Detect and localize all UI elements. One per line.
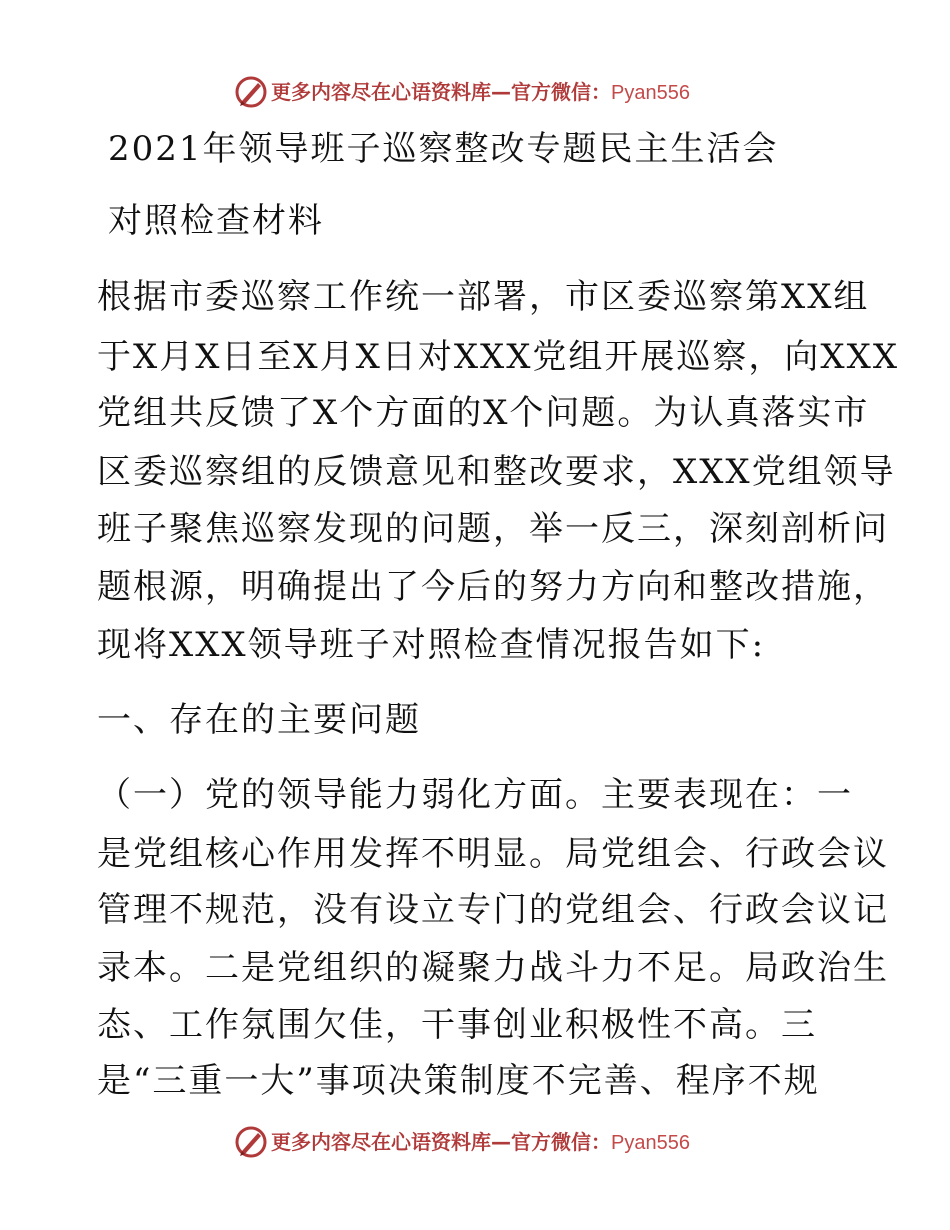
banner-text [271, 1128, 690, 1157]
paragraph-line: 录本。二是党组织的凝聚力战斗力不足。局政治生 [97, 948, 889, 988]
document-title-line-2: 对照检查材料 [108, 201, 324, 241]
paragraph-line: 是“三重一大”事项决策制度不完善、程序不规 [97, 1061, 820, 1101]
banner-text [271, 78, 690, 107]
banner-wechat-label: 官方微信： [511, 1130, 611, 1154]
footer-banner [0, 1122, 950, 1162]
banner-wechat-id: Pyan556 [611, 1132, 690, 1154]
paragraph-line: 现将XXX领导班子对照检查情况报告如下: [97, 625, 766, 665]
paragraph-line: 管理不规范，没有设立专门的党组会、行政会议记 [97, 890, 889, 930]
paragraph-line: 班子聚焦巡察发现的问题，举一反三，深刻剖析问 [97, 509, 889, 549]
banner-slogan: 更多内容尽在心语资料库 [271, 1130, 491, 1154]
banner-separator: — [491, 1130, 511, 1154]
paragraph-line: （一）党的领导能力弱化方面。主要表现在：一 [97, 775, 853, 815]
banner-separator: — [491, 80, 511, 104]
document-title-line-1: 2021年领导班子巡察整改专题民主生活会 [108, 129, 779, 169]
paragraph-line: 党组共反馈了X个方面的X个问题。为认真落实市 [97, 393, 870, 433]
pen-logo-icon [233, 1124, 269, 1160]
banner-slogan: 更多内容尽在心语资料库 [271, 80, 491, 104]
banner-wechat-id: Pyan556 [611, 82, 690, 104]
pen-logo-icon [233, 74, 269, 110]
paragraph-line: 于X月X日至X月X日对XXX党组开展巡察，向XXX [97, 337, 900, 377]
banner-wechat-label: 官方微信： [511, 80, 611, 104]
paragraph-line: 是党组核心作用发挥不明显。局党组会、行政会议 [97, 834, 889, 874]
section-heading: 一、存在的主要问题 [97, 700, 421, 740]
paragraph-line: 题根源，明确提出了今后的努力方向和整改措施， [97, 567, 889, 607]
header-banner [0, 72, 950, 112]
paragraph-line: 区委巡察组的反馈意见和整改要求，XXX党组领导 [97, 452, 896, 492]
paragraph-line: 根据市委巡察工作统一部署，市区委巡察第XX组 [97, 277, 870, 317]
paragraph-line: 态、工作氛围欠佳，干事创业积极性不高。三 [97, 1005, 817, 1045]
